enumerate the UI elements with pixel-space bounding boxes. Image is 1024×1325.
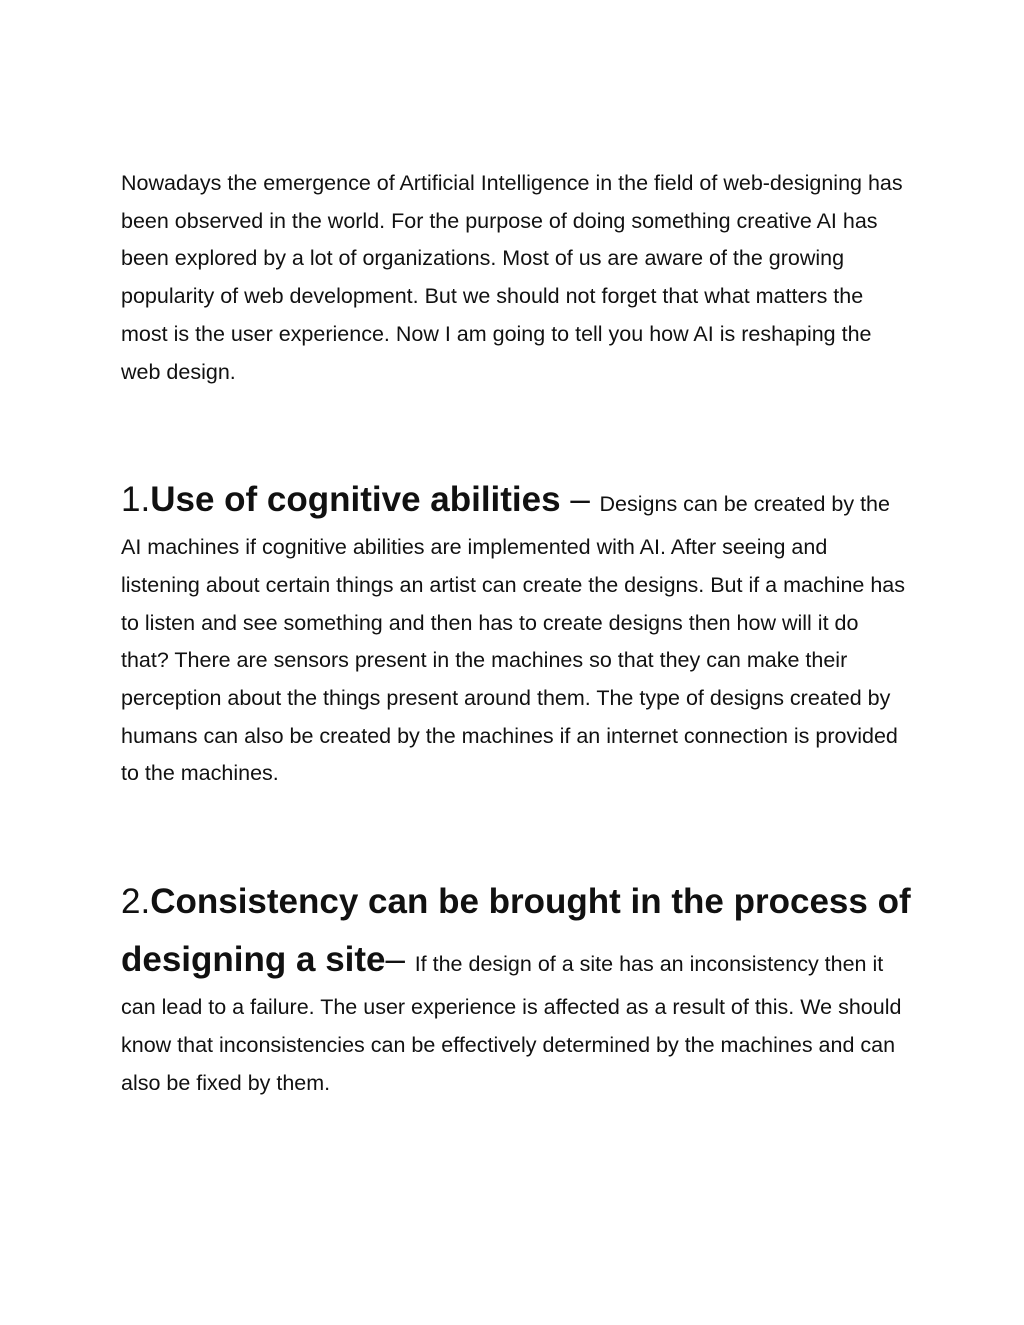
section-dash: – bbox=[385, 940, 415, 980]
section-cognitive-abilities bbox=[121, 471, 911, 793]
section-number: 2. bbox=[121, 882, 151, 922]
section-title: Use of cognitive abilities bbox=[150, 480, 561, 520]
section-body-text: the AI machines if cognitive abilities are implemented with AI. After seeing and listening about certain things an artist can create the designs. But if a machine has to listen and see something and then has to create designs then how will it do that? There are sensors present in the machines so that they can make their perception about the things present around them. The type of designs created by humans can also be created by the machines if an internet connection is provided to the machines. bbox=[121, 492, 906, 786]
section-number: 1. bbox=[121, 480, 151, 520]
section-heading bbox=[121, 480, 600, 519]
section-body-text: inconsistency then it can lead to a failure. The user experience is affected as a result of this. We should know that inconsistencies can be effectively determined by the machines and can also be fixed by them. bbox=[121, 952, 902, 1095]
intro-paragraph: Nowadays the emergence of Artificial Intelligence in the field of web-designing has been observed in the world. For the purpose of doing something creative AI has been explored by a lot of organizations. Most of us are aware of the growing popularity of web development. But we should not forget that what matters the most is the user experience. Now I am going to tell you how AI is reshaping the web design. bbox=[121, 171, 903, 384]
document-page bbox=[121, 165, 911, 1102]
section-lead-text: Designs can be created by bbox=[599, 492, 855, 517]
section-consistency bbox=[121, 873, 911, 1102]
section-dash: – bbox=[560, 480, 600, 520]
section-title: Consistency can be brought in the process of designing a site bbox=[121, 882, 911, 980]
section-lead-text: If the design of a site has an bbox=[414, 952, 684, 977]
